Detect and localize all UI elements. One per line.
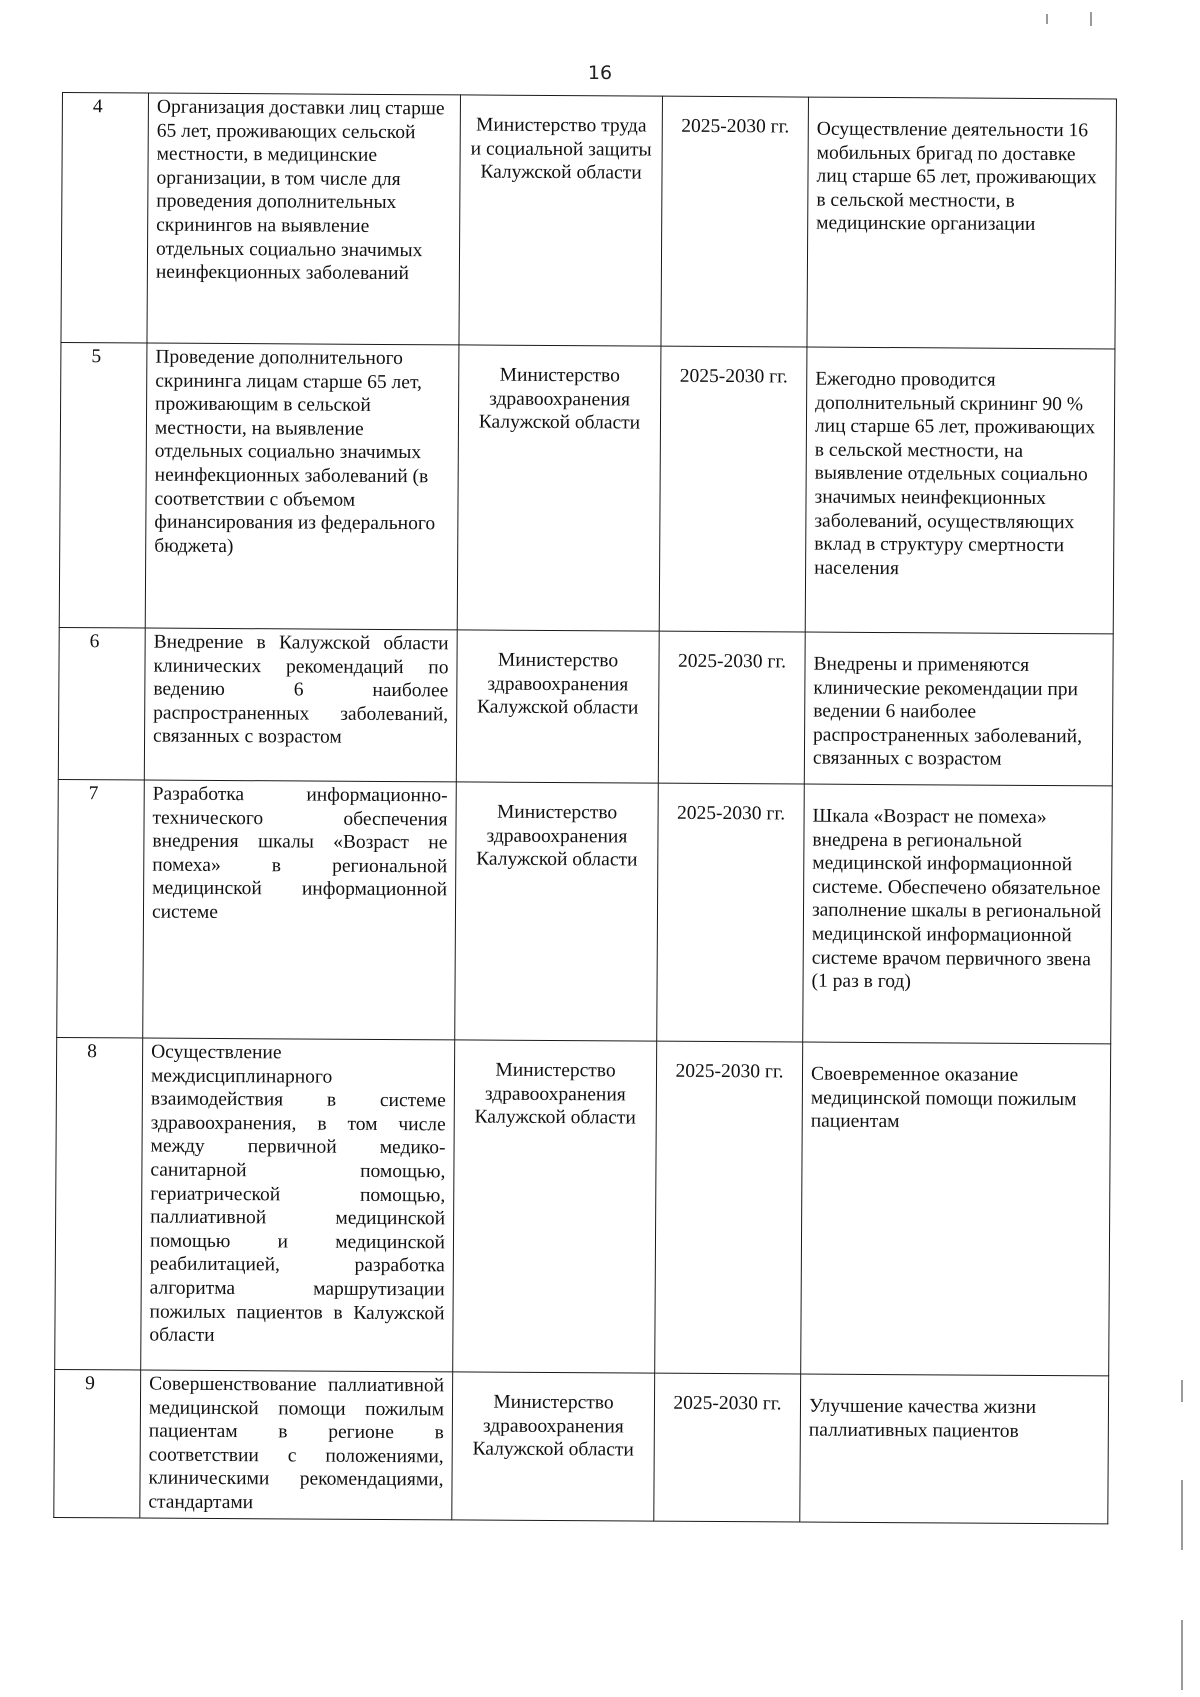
activity-cell: Внедрение в Калужской области клинических рекомендаций по ведению 6 наиболее распространенных заболеваний, связанных с возрастом <box>144 628 457 782</box>
row-number: 8 <box>55 1037 143 1370</box>
responsible-cell: Министерство здравоохранения Калужской области <box>452 1372 655 1521</box>
table-row <box>58 627 1113 785</box>
row-number: 7 <box>57 779 145 1038</box>
period-cell: 2025-2030 гг. <box>657 783 805 1042</box>
result-cell: Улучшение качества жизни паллиативных пациентов <box>800 1374 1109 1524</box>
period-cell: 2025-2030 гг. <box>659 346 807 632</box>
row-number: 9 <box>54 1369 141 1518</box>
activity-cell: Проведение дополнительного скрининга лицам старше 65 лет, проживающим в сельской местности, на выявление отдельных социально значимых неинфекционных заболеваний (в соответствии с объемом финансирования из федерального бюджета) <box>145 343 459 630</box>
table-row <box>61 93 1117 349</box>
responsible-cell: Министерство здравоохранения Калужской области <box>453 1040 657 1373</box>
table-row <box>59 342 1115 633</box>
table-row <box>54 1369 1109 1523</box>
scan-mark-right-1 <box>1181 1380 1183 1402</box>
scan-mark-right-2 <box>1181 1480 1183 1550</box>
row-number: 4 <box>61 93 149 344</box>
result-cell: Внедрены и применяются клинические рекомендации при ведении 6 наиболее распространенных заболеваний, связанных с возрастом <box>804 632 1113 786</box>
responsible-cell: Министерство здравоохранения Калужской области <box>456 630 659 783</box>
scan-mark-top-1 <box>1046 14 1048 24</box>
activity-cell: Совершенствование паллиативной медицинской помощи пожилым пациентам в регионе в соответствии с положениями, клиническими рекомендациями, стандартами <box>140 1370 453 1520</box>
activity-cell: Организация доставки лиц старше 65 лет, проживающих сельской местности, в медицинские организации, в том числе для проведения дополнительных скринингов на выявление отдельных социально значимых неинфекционных заболеваний <box>147 93 461 345</box>
result-cell: Своевременное оказание медицинской помощи пожилым пациентам <box>801 1042 1111 1376</box>
result-cell: Шкала «Возраст не помеха» внедрена в региональной медицинской информационной системе. Обеспечено обязательное заполнение шкалы в региональной медицинской информационной системе врачом первичного звена (1 раз в год) <box>803 784 1113 1044</box>
action-plan-table <box>53 92 1117 1524</box>
page-number: 16 <box>587 62 613 84</box>
period-cell: 2025-2030 гг. <box>654 1373 801 1522</box>
responsible-cell: Министерство здравоохранения Калужской области <box>457 345 661 631</box>
row-number: 5 <box>59 342 147 628</box>
row-number: 6 <box>58 627 145 780</box>
period-cell: 2025-2030 гг. <box>655 1041 803 1374</box>
result-cell: Осуществление деятельности 16 мобильных бригад по доставке лиц старше 65 лет, проживающих в сельской местности, в медицинские организации <box>807 97 1117 349</box>
result-cell: Ежегодно проводится дополнительный скрининг 90 % лиц старше 65 лет, проживающих в сельской местности, на выявление отдельных социально значимых неинфекционных заболеваний, осуществляющих вклад в структуру смертности населения <box>805 347 1115 634</box>
table-row <box>57 779 1113 1043</box>
scan-mark-top-2 <box>1090 12 1092 26</box>
table-row <box>55 1037 1111 1375</box>
responsible-cell: Министерство труда и социальной защиты Калужской области <box>459 95 663 346</box>
period-cell: 2025-2030 гг. <box>658 631 805 784</box>
activity-cell: Разработка информационно-технического обеспечения внедрения шкалы «Возраст не помеха» в региональной медицинской информационной системе <box>143 780 457 1040</box>
period-cell: 2025-2030 гг. <box>661 96 809 347</box>
activity-cell: Осуществление междисциплинарного взаимодействия в системе здравоохранения, в том числе между первичной медико-санитарной помощью, гериатрической помощью, паллиативной медицинской помощью и медицинской реабилитацией, разработка алгоритма маршрутизации пожилых пациентов в Калужской области <box>141 1038 455 1372</box>
scan-mark-right-3 <box>1181 1620 1183 1690</box>
responsible-cell: Министерство здравоохранения Калужской области <box>455 782 659 1041</box>
